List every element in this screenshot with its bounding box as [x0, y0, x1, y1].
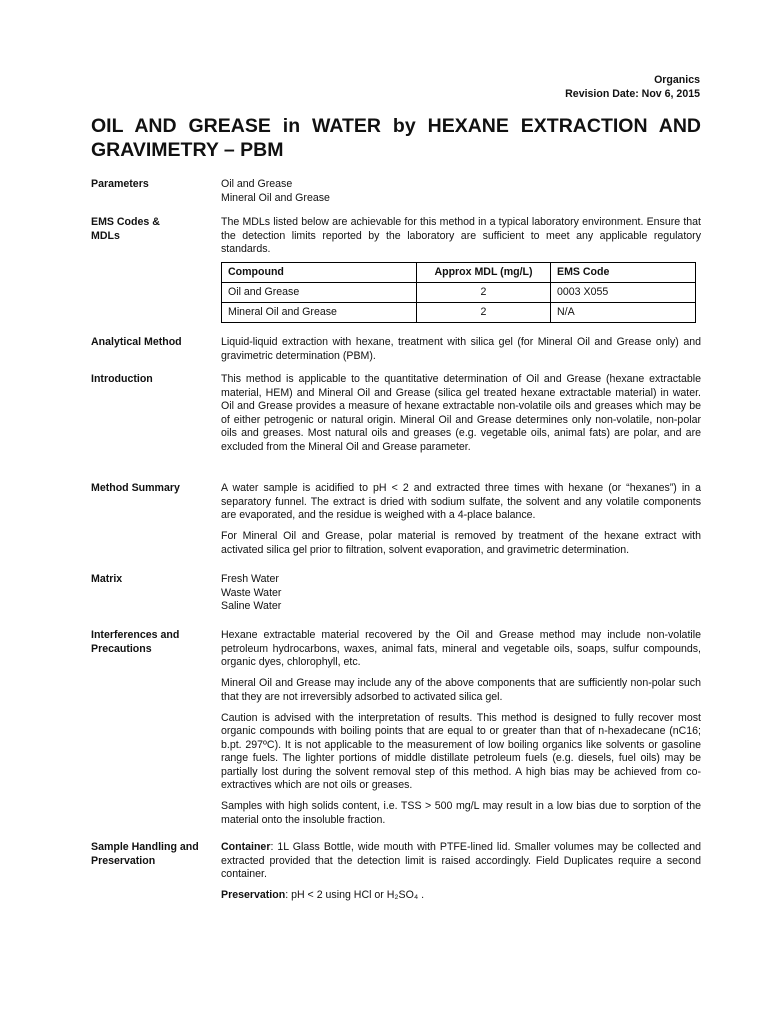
section-label: EMS Codes & MDLs: [91, 216, 160, 242]
ems-description: The MDLs listed below are achievable for this method in a typical laboratory environment. Ensure that the detection limits reported by the laboratory are sufficient to meet any applicable regulatory standards.: [221, 216, 701, 255]
interferences-paragraph: Hexane extractable material recovered by the Oil and Grease method may include non-volatile petroleum hydrocarbons, waxes, animal fats, mineral and vegetable oils, soaps, sulfur compounds, organic dyes, chlorophyll, etc.: [221, 629, 701, 668]
summary-paragraph: For Mineral Oil and Grease, polar material is removed by treatment of the hexane extract with activated silica gel prior to filtration, solvent evaporation, and gravimetric determination.: [221, 530, 701, 556]
container-text: : 1L Glass Bottle, wide mouth with PTFE-lined lid. Smaller volumes may be collected and extracted provided that the detection limit is raised accordingly. Field Duplicates require a second container.: [221, 841, 701, 880]
table-cell-ems-code: 0003 X055: [551, 282, 696, 302]
container-paragraph: [221, 841, 701, 882]
matrix-item: Fresh Water: [221, 573, 279, 585]
document-title: OIL AND GREASE in WATER by HEXANE EXTRACTION AND GRAVIMETRY – PBM: [91, 115, 701, 161]
interferences-paragraph: Caution is advised with the interpretation of results. This method is designed to fully recover most organic compounds with boiling points that are equal to or greater than that of n-hexadecane (nC16; b.pt. 297ºC). It is not applicable to the measurement of low boiling organics like solvents or gasoline range fuels. The lighter portions of middle distillate petroleum fuels (e.g. diesels, fuel oils) may be partially lost during the solvent removal step of this method. A high bias may be achieved from co-extractives which are not oils or greases.: [221, 711, 701, 791]
table-header-ems-code: EMS Code: [551, 262, 696, 282]
section-label: Introduction: [91, 373, 153, 385]
table-row: [222, 282, 696, 302]
revision-date: Revision Date: Nov 6, 2015: [565, 87, 700, 100]
section-content: [221, 178, 701, 205]
table-cell-compound: Mineral Oil and Grease: [222, 302, 417, 322]
interferences-paragraph: Mineral Oil and Grease may include any of the above components that are sufficiently non-polar such that they are not irreversibly adsorbed to activated silica gel.: [221, 677, 701, 703]
section-label: Sample Handling and Preservation: [91, 841, 199, 867]
section-label: Parameters: [91, 178, 149, 190]
table-header-compound: Compound: [222, 262, 417, 282]
table-cell-compound: Oil and Grease: [222, 282, 417, 302]
table-cell-mdl: 2: [417, 282, 551, 302]
section-label: Analytical Method: [91, 336, 182, 348]
section-label: Method Summary: [91, 482, 180, 494]
section-label: Matrix: [91, 573, 123, 585]
section-content: [221, 482, 701, 565]
section-label: Interferences and Precautions: [91, 629, 180, 655]
matrix-item: Saline Water: [221, 600, 282, 612]
section-content: [221, 573, 701, 614]
parameter-item: Oil and Grease: [221, 178, 293, 190]
section-content: [221, 629, 701, 835]
section-content: [221, 216, 701, 323]
matrix-item: Waste Water: [221, 586, 282, 599]
preservation-label: Preservation: [221, 889, 286, 901]
analytical-text: Liquid-liquid extraction with hexane, treatment with silica gel (for Mineral Oil and Grease only) and gravimetric determination (PBM).: [221, 336, 701, 362]
document-header: [565, 74, 700, 101]
parameter-item: Mineral Oil and Grease: [221, 191, 330, 204]
preservation-paragraph: [221, 889, 701, 903]
introduction-text: This method is applicable to the quantitative determination of Oil and Grease (hexane extractable material, HEM) and Mineral Oil and Grease (silica gel treated hexane extractable material) in water. Oil and Grease provides a measure of hexane extractable non-volatile oils and greases which may be of either petrogenic or natural origin. Mineral Oil and Grease determines only non-volatile, non-polar oils and greases. Most natural oils and greases (e.g. vegetable oils, animal fats) are polar, and are excluded from the Mineral Oil and Grease parameter.: [221, 373, 701, 453]
section-content: [221, 373, 701, 462]
mdl-table: [221, 262, 696, 323]
preservation-text: : pH < 2 using HCl or H₂SO₄ .: [285, 889, 425, 901]
table-cell-ems-code: N/A: [551, 302, 696, 322]
section-content: [221, 336, 701, 371]
summary-paragraph: A water sample is acidified to pH < 2 and extracted three times with hexane (or “hexanes”) in a separatory funnel. The extract is dried with sodium sulfate, the solvent and any volatile components are evaporated, and the residue is weighed with a 4-place balance.: [221, 482, 701, 521]
table-row: [222, 302, 696, 322]
section-content: [221, 841, 701, 910]
category-label: Organics: [654, 74, 700, 86]
container-label: Container: [221, 841, 271, 853]
table-header-row: [222, 262, 696, 282]
interferences-paragraph: Samples with high solids content, i.e. TSS > 500 mg/L may result in a low bias due to sorption of the material onto the insoluble fraction.: [221, 800, 701, 826]
table-cell-mdl: 2: [417, 302, 551, 322]
table-header-mdl: Approx MDL (mg/L): [417, 262, 551, 282]
